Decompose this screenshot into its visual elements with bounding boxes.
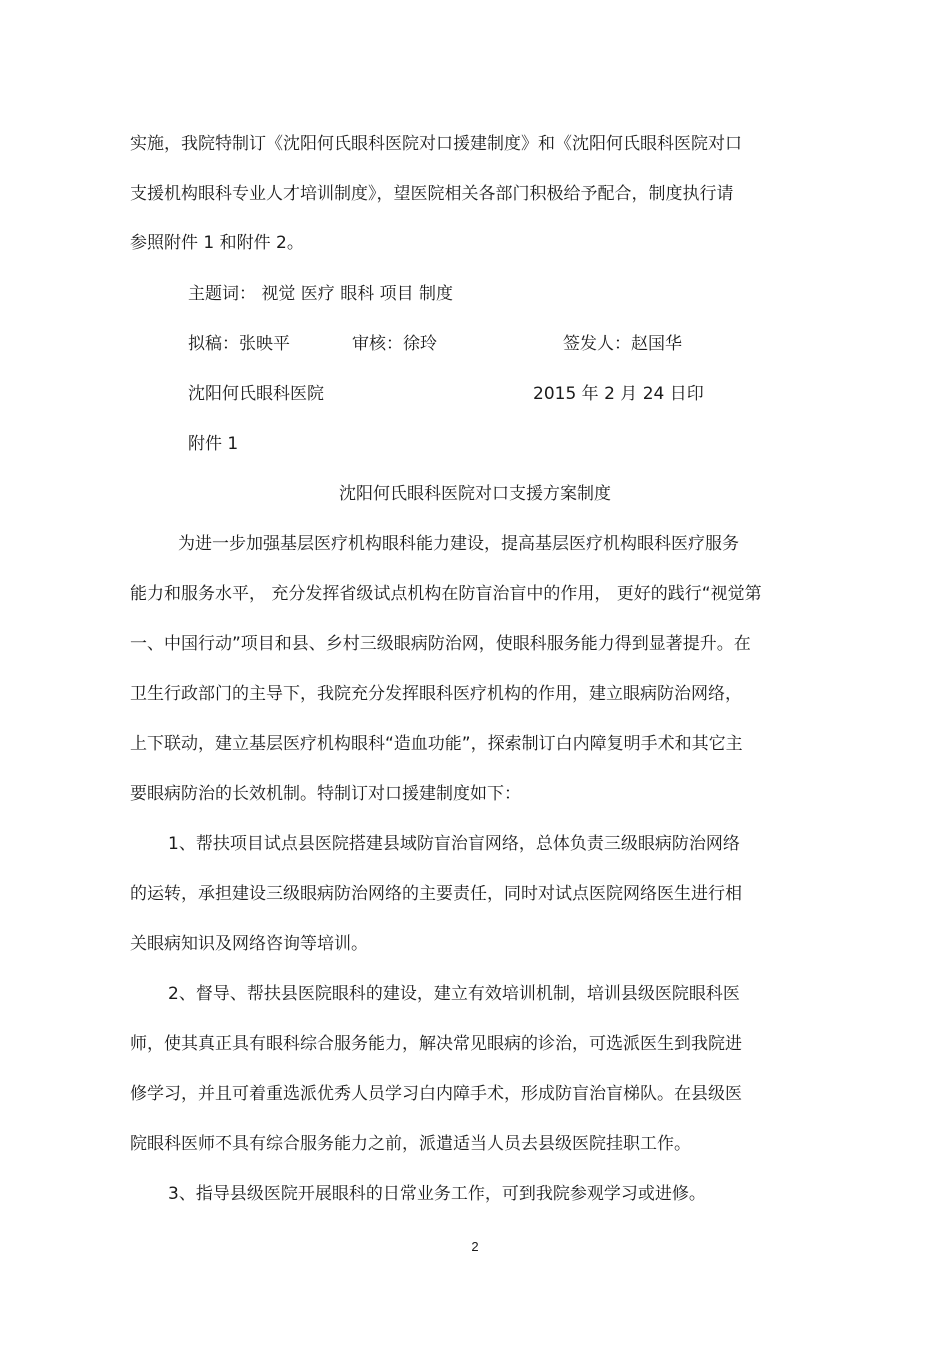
organization-name: 沈阳何氏眼科医院 (188, 384, 324, 404)
item-line: 关眼病知识及网络咨询等培训。 (130, 934, 368, 954)
keywords-line: 主题词： 视觉 医疗 眼科 项目 制度 (188, 284, 454, 304)
drafter-label: 拟稿：张映平 (188, 334, 290, 354)
item-line: 3、指导县级医院开展眼科的日常业务工作，可到我院参观学习或进修。 (168, 1184, 706, 1204)
item-line: 2、督导、帮扶县医院眼科的建设，建立有效培训机制，培训县级医院眼科医 (168, 984, 740, 1004)
intro-line: 实施，我院特制订《沈阳何氏眼科医院对口援建制度》和《沈阳何氏眼科医院对口 (130, 134, 742, 154)
intro-line: 参照附件 1 和附件 2。 (130, 233, 304, 253)
issuer-label: 签发人：赵国华 (563, 334, 682, 354)
body-line: 卫生行政部门的主导下，我院充分发挥眼科医疗机构的作用，建立眼病防治网络， (130, 684, 742, 704)
item-line: 修学习，并且可着重选派优秀人员学习白内障手术，形成防盲治盲梯队。在县级医 (130, 1084, 742, 1104)
item-line: 1、帮扶项目试点县医院搭建县域防盲治盲网络，总体负责三级眼病防治网络 (168, 834, 740, 854)
body-line: 能力和服务水平， 充分发挥省级试点机构在防盲治盲中的作用， 更好的践行“视觉第 (130, 584, 762, 604)
reviewer-label: 审核：徐玲 (352, 334, 437, 354)
body-line: 为进一步加强基层医疗机构眼科能力建设，提高基层医疗机构眼科医疗服务 (178, 534, 739, 554)
item-line: 院眼科医师不具有综合服务能力之前，派遣适当人员去县级医院挂职工作。 (130, 1134, 691, 1154)
print-date: 2015 年 2 月 24 日印 (533, 384, 704, 404)
document-title: 沈阳何氏眼科医院对口支援方案制度 (339, 484, 611, 504)
item-line: 师，使其真正具有眼科综合服务能力，解决常见眼病的诊治，可选派医生到我院进 (130, 1034, 742, 1054)
body-line: 上下联动，建立基层医疗机构眼科“造血功能”，探索制订白内障复明手术和其它主 (130, 734, 743, 754)
body-line: 要眼病防治的长效机制。特制订对口援建制度如下： (130, 784, 521, 804)
body-line: 一、中国行动”项目和县、乡村三级眼病防治网，使眼科服务能力得到显著提升。在 (130, 634, 751, 654)
attachment-label: 附件 1 (188, 434, 239, 454)
intro-line: 支援机构眼科专业人才培训制度》，望医院相关各部门积极给予配合，制度执行请 (130, 184, 734, 204)
page-number: 2 (471, 1239, 479, 1254)
item-line: 的运转，承担建设三级眼病防治网络的主要责任，同时对试点医院网络医生进行相 (130, 884, 742, 904)
